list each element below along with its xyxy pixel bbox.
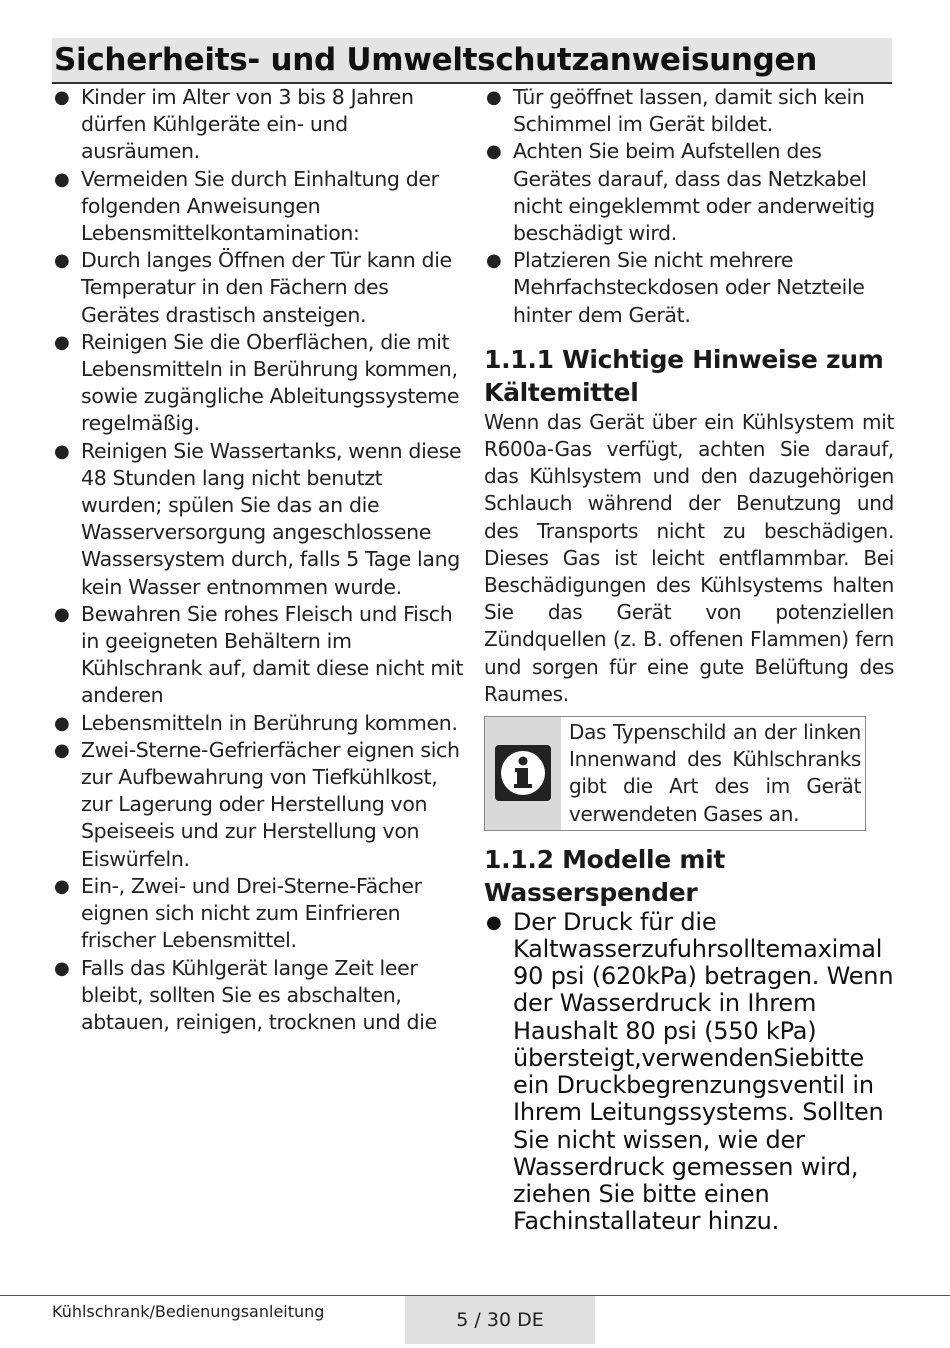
bullet-icon: ● <box>54 712 70 734</box>
list-item: ● Der Druck für die Kaltwasserzufuhrsolltemaximal 90 psi (620kPa) betragen. Wenn der Wasserdruck in Ihrem Haushalt 80 psi (550 kPa) übersteigt,verwendenSiebitte ein Druckbegrenzungsventil in Ihrem Leitungssystems. Sollten Sie nicht wissen, wie der Wasserdruck gemessen wird, ziehen Sie bitte einen Fachinstallateur hinzu. <box>486 907 894 1236</box>
bullet-icon: ● <box>54 168 70 190</box>
list-item: ● Vermeiden Sie durch Einhaltung der folgenden Anweisungen Lebensmittelkontamination: <box>54 166 439 246</box>
bullet-icon: ● <box>486 87 502 108</box>
footer-page-number: 5 / 30 DE <box>405 1296 595 1344</box>
bullet-icon: ● <box>486 911 502 933</box>
list-item: ● Kinder im Alter von 3 bis 8 Jahren dürfen Kühlgeräte ein- und ausräumen. <box>54 85 414 164</box>
section-heading-water-dispenser: 1.1.2 Modelle mit Wasserspender <box>484 844 726 907</box>
bullet-icon: ● <box>54 957 70 979</box>
water-dispenser-list <box>484 909 894 1235</box>
section-heading-refrigerant: 1.1.1 Wichtige Hinweise zum Kältemittel <box>484 344 884 407</box>
list-item: ● Lebensmitteln in Berührung kommen. <box>52 710 464 737</box>
list-item: ● Durch langes Öffnen der Tür kann die Temperatur in den Fächern des Gerätes drastisch ansteigen. <box>54 248 452 327</box>
info-box <box>484 716 866 831</box>
bullet-icon: ● <box>54 331 70 353</box>
list-item: ● Tür geöffnet lassen, damit sich kein Schimmel im Gerät bildet. <box>486 85 865 137</box>
bullet-icon: ● <box>54 87 70 108</box>
bullet-icon: ● <box>54 603 70 625</box>
bullet-icon: ● <box>54 440 70 462</box>
list-item: ● Falls das Kühlgerät lange Zeit leer bleibt, sollten Sie es abschalten, abtauen, reinigen, trocknen und die <box>54 955 437 1034</box>
bullet-icon: ● <box>486 250 502 272</box>
right-column <box>484 84 894 1235</box>
list-item: ● Ein-, Zwei- und Drei-Sterne-Fächer eignen sich nicht zum Einfrieren frischer Lebensmittel. <box>54 873 422 953</box>
refrigerant-paragraph: Wenn das Gerät über ein Kühlsystem mit R600a-Gas verfügt, achten Sie darauf, das Kühlsystem und den dazugehörigen Schlauch während der Benutzung und des Transports nicht zu beschädigen. Dieses Gas ist leicht entflammbar. Bei Beschädigungen des Kühlsystems halten Sie das Gerät von potenziellen Zündquellen (z. B. offenen Flammen) fern und sorgen für eine gute Belüftung des Raumes. <box>484 409 894 706</box>
info-box-text: Das Typenschild an der linken Innenwand des Kühlschranks gibt die Art des im Gerät verwendeten Gases an. <box>569 720 861 826</box>
list-item: ● Reinigen Sie Wassertanks, wenn diese 48 Stunden lang nicht benutzt wurden; spülen Sie das an die Wasserversorgung angeschlossene Wassersystem durch, falls 5 Tage lang kein Wasser entnommen wurde. <box>54 438 462 599</box>
list-item: ● Zwei-Sterne-Gefrierfächer eignen sich zur Aufbewahrung von Tiefkühlkost, zur Lagerung oder Herstellung von Speiseeis und zur Herstellung von Eiswürfeln. <box>54 737 460 871</box>
list-item: ● Bewahren Sie rohes Fleisch und Fisch in geeigneten Behältern im Kühlschrank auf, damit diese nicht mit anderen <box>54 601 464 708</box>
bullet-icon: ● <box>54 250 70 272</box>
left-column <box>52 84 464 1036</box>
list-item: ● Reinigen Sie die Oberflächen, die mit Lebensmitteln in Berührung kommen, sowie zugängliche Ableitungssysteme regelmäßig. <box>54 329 460 436</box>
info-icon-panel <box>485 717 561 830</box>
footer-document-title: Kühlschrank/Bedienungsanleitung <box>52 1302 325 1321</box>
bullet-icon: ● <box>54 875 70 897</box>
bullet-icon: ● <box>54 739 70 761</box>
info-icon <box>495 745 551 801</box>
page-title: Sicherheits- und Umweltschutzanweisungen <box>54 42 818 78</box>
list-item: ● Platzieren Sie nicht mehrere Mehrfachsteckdosen oder Netzteile hinter dem Gerät. <box>486 248 865 327</box>
left-bullet-list <box>52 84 464 1036</box>
page-header <box>52 38 892 84</box>
list-item: ● Achten Sie beim Aufstellen des Gerätes darauf, dass das Netzkabel nicht eingeklemmt oder anderweitig beschädigt wird. <box>486 139 875 246</box>
bullet-icon: ● <box>486 141 502 163</box>
right-bullet-list <box>484 84 894 329</box>
